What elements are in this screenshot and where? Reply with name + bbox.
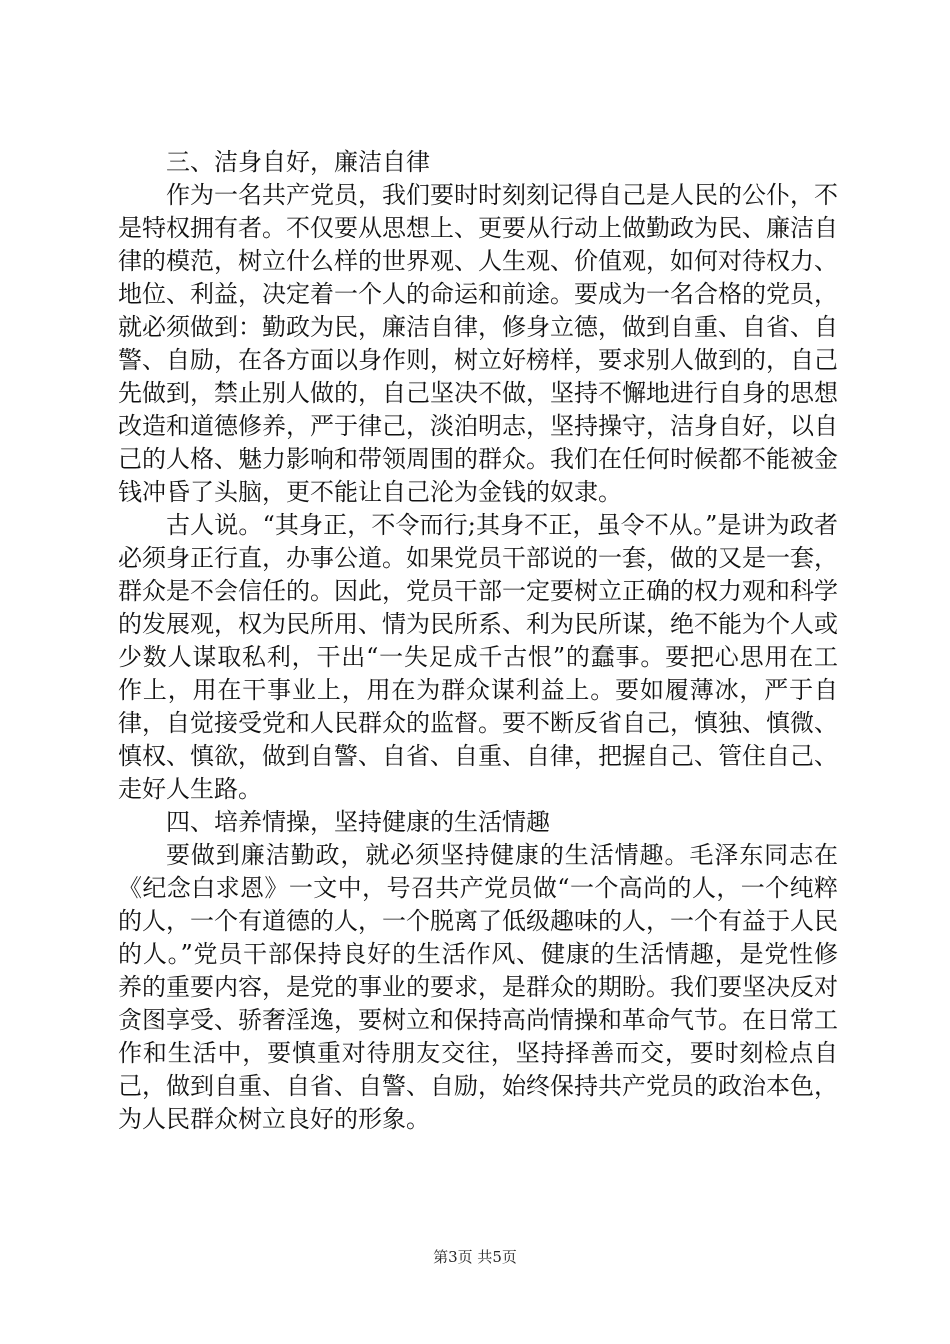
page-number-footer: 第3页 共5页 — [433, 1248, 517, 1266]
section-heading-3: 三、洁身自好，廉洁自律 — [166, 148, 430, 176]
paragraph-1: 作为一名共产党员，我们要时时刻刻记得自己是人民的公仆，不是特权拥有者。不仅要从思想上、更要从行动上做勤政为民、廉洁自律的模范，树立什么样的世界观、人生观、价值观，如何对待权力、地位、利益，决定着一个人的命运和前途。要成为一名合格的党员，就必须做到：勤政为民，廉洁自律，修身立德，做到自重、自省、自警、自励，在各方面以身作则，树立好榜样，要求别人做到的，自己先做到，禁止别人做的，自己坚决不做，坚持不懈地进行自身的思想改造和道德修养，严于律己，淡泊明志，坚持操守，洁身自好，以自己的人格、魅力影响和带领周围的群众。我们在任何时候都不能被金钱冲昏了头脑，更不能让自己沦为金钱的奴隶。 — [118, 181, 838, 506]
section-heading-4: 四、培养情操，坚持健康的生活情趣 — [166, 808, 550, 836]
paragraph-3: 要做到廉洁勤政，就必须坚持健康的生活情趣。毛泽东同志在《纪念白求恩》一文中，号召共产党员做“一个高尚的人，一个纯粹的人，一个有道德的人，一个脱离了低级趣味的人，一个有益于人民的人。”党员干部保持良好的生活作风、健康的生活情趣，是党性修养的重要内容，是党的事业的要求，是群众的期盼。我们要坚决反对贪图享受、骄奢淫逸，要树立和保持高尚情操和革命气节。在日常工作和生活中，要慎重对待朋友交往，坚持择善而交，要时刻检点自己，做到自重、自省、自警、自励，始终保持共产党员的政治本色，为人民群众树立良好的形象。 — [118, 841, 838, 1133]
document-body — [118, 146, 838, 1136]
paragraph-2: 古人说。“其身正，不令而行;其身不正，虽令不从。”是讲为政者必须身正行直，办事公道。如果党员干部说的一套，做的又是一套，群众是不会信任的。因此，党员干部一定要树立正确的权力观和科学的发展观，权为民所用、情为民所系、利为民所谋，绝不能为个人或少数人谋取私利，干出“一失足成千古恨”的蠢事。要把心思用在工作上，用在干事业上，用在为群众谋利益上。要如履薄冰，严于自律，自觉接受党和人民群众的监督。要不断反省自己，慎独、慎微、慎权、慎欲，做到自警、自省、自重、自律，把握自己、管住自己、走好人生路。 — [118, 511, 838, 803]
